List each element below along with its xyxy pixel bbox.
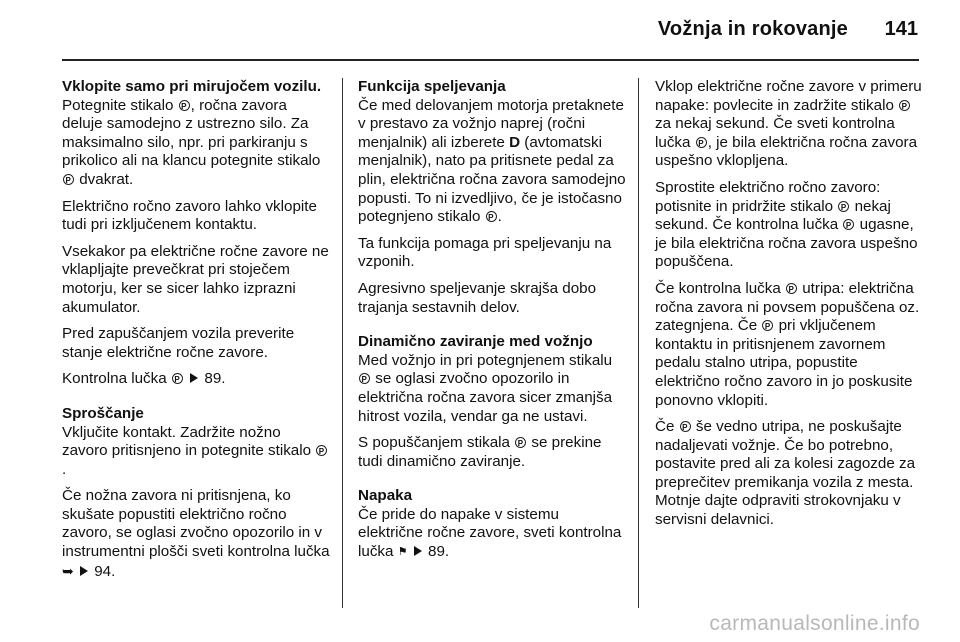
- text: S popuščanjem stikala: [358, 434, 515, 452]
- section-heading: Sproščanje: [62, 404, 144, 422]
- parking-brake-icon: [838, 201, 849, 212]
- text: za nekaj sekund. Če sveti kontrolna lučka: [655, 115, 895, 151]
- section-heading: Dinamično zaviranje med vožnjo: [358, 333, 593, 351]
- text: utripa: električna ročna zavora ni povsem popuščena oz. zategnjena. Če: [655, 279, 920, 335]
- parking-brake-icon: [786, 283, 797, 294]
- paragraph: [358, 434, 628, 471]
- text: ugasne, je bila električna ročna zavora uspešno popuščena.: [655, 216, 918, 271]
- text: pri vključenem kontaktu in pritisnjenem zavornem pedalu stalno utripa, popustite električno ročno zavoro in jo poskusite ponovno vklopiti.: [655, 317, 913, 409]
- parking-brake-icon: [696, 137, 707, 148]
- paragraph: Električno ročno zavoro lahko vklopite tudi pri izključenem kontaktu.: [62, 197, 317, 234]
- paragraph: [655, 78, 925, 171]
- page-header: [0, 0, 960, 60]
- brake-fault-icon: ⚑: [397, 546, 408, 559]
- page-reference-arrow-icon: [414, 546, 422, 556]
- paragraph-heading: Vklopite samo pri mirujočem vozilu.: [62, 78, 322, 95]
- text: Sprostite električno ročno zavoro: potisnite in pridržite stikalo: [655, 178, 881, 215]
- paragraph: Vsekakor pa električne ročne zavore ne vklapljajte prevečkrat pri stoječem motorju, ker se sicer lahko izprazni akumulator.: [62, 242, 329, 316]
- parking-brake-icon: [762, 320, 773, 331]
- parking-brake-icon: [899, 100, 910, 111]
- parking-brake-icon: [316, 445, 327, 456]
- paragraph: Ta funkcija pomaga pri speljevanju na vzponih.: [358, 234, 612, 271]
- parking-brake-icon: [680, 421, 691, 432]
- paragraph: [358, 333, 628, 426]
- text: Če nožna zavora ni pritisnjena, ko skušate popustiti električno ročno zavoro, se oglasi zvočno opozorilo in v instrumentni plošči sveti kontrolna lučka: [62, 487, 330, 561]
- parking-brake-icon: [486, 211, 497, 222]
- text: dvakrat.: [75, 170, 134, 188]
- text: .: [497, 208, 502, 226]
- text: Med vožnjo in pri potegnjenem stikalu: [358, 351, 613, 369]
- column-1: [62, 78, 330, 589]
- page-reference: 94.: [89, 562, 116, 580]
- text: Če kontrolna lučka: [655, 279, 786, 297]
- parking-brake-icon: [515, 437, 526, 448]
- header-divider: [62, 59, 919, 61]
- text: Potegnite stikalo: [62, 96, 178, 114]
- paragraph: [62, 487, 330, 581]
- text: .: [62, 460, 67, 478]
- paragraph: [62, 405, 330, 479]
- paragraph: Agresivno speljevanje skrajša dobo trajanja sestavnih delov.: [358, 279, 597, 316]
- parking-brake-icon: [172, 373, 183, 384]
- text: še vedno utripa, ne poskušajte nadaljevati vožnje. Če bo potrebno, postavite pred ali za kolesi zagozde za preprečitev premikanja vozila z mesta. Motnje dajte odpraviti strokovnjaku v servisni delavnici.: [655, 418, 916, 529]
- text: , je bila električna ročna zavora uspešno vklopljena.: [655, 133, 918, 170]
- parking-brake-icon: [843, 219, 854, 230]
- paragraph: [62, 370, 330, 389]
- text: Če: [655, 418, 679, 436]
- page-reference: 89.: [423, 543, 450, 561]
- parking-brake-icon: [359, 373, 370, 384]
- text: se prekine tudi dinamično zaviranje.: [358, 434, 602, 470]
- page-reference-arrow-icon: [190, 373, 198, 383]
- text: Če pride do napake v sistemu električne ročne zavore, sveti kontrolna lučka: [358, 505, 622, 561]
- text: Vključite kontakt. Zadržite nožno zavoro pritisnjeno in potegnite stikalo: [62, 423, 316, 460]
- text: Kontrolna lučka: [62, 370, 171, 388]
- text: nekaj sekund. Če kontrolna lučka: [655, 197, 891, 234]
- page-reference-arrow-icon: [80, 566, 88, 576]
- section-heading: Napaka: [358, 487, 413, 505]
- column-divider: [342, 78, 343, 608]
- paragraph: [655, 179, 925, 272]
- paragraph: [358, 78, 628, 227]
- text: Vklop električne ročne zavore v primeru napake: povlecite in zadržite stikalo: [655, 78, 922, 114]
- parking-brake-icon: [179, 100, 190, 111]
- column-divider: [638, 78, 639, 608]
- text: se oglasi zvočno opozorilo in električna ročna zavora sicer zmanjša hitrost vozila, vendar ga ne ustavi.: [358, 370, 613, 425]
- watermark[interactable]: carmanualsonline.info: [709, 612, 920, 635]
- paragraph: [62, 78, 330, 190]
- page-reference: 89.: [200, 370, 226, 388]
- paragraph: Pred zapuščanjem vozila preverite stanje električne ročne zavore.: [62, 325, 295, 361]
- page-title: Vožnja in rokovanje: [657, 18, 848, 40]
- page-number: 141: [884, 18, 918, 40]
- section-heading: Funkcija speljevanja: [358, 78, 506, 95]
- column-2: [358, 78, 628, 570]
- paragraph: [358, 487, 628, 561]
- gear-letter: D: [509, 133, 521, 151]
- text: Če med delovanjem motorja pretaknete v prestavo za vožnjo naprej (ročni menjalnik) ali izberete: [358, 96, 624, 151]
- wrench-car-icon: ➥: [62, 562, 74, 579]
- parking-brake-icon: [63, 174, 74, 185]
- paragraph: [655, 418, 925, 530]
- text: , ročna zavora deluje samodejno z ustrezno silo. Za maksimalno silo, npr. pri parkiranju s prikolico ali na klancu potegnite stikalo: [62, 96, 321, 170]
- paragraph: [655, 280, 925, 410]
- column-3: [655, 78, 925, 538]
- text: (avtomatski menjalnik), nato pa pritisnete pedal za plin, električna ročna zavora samodejno popusti. To ni izvedljivo, če je istočasno potegnjeno stikalo: [358, 133, 626, 226]
